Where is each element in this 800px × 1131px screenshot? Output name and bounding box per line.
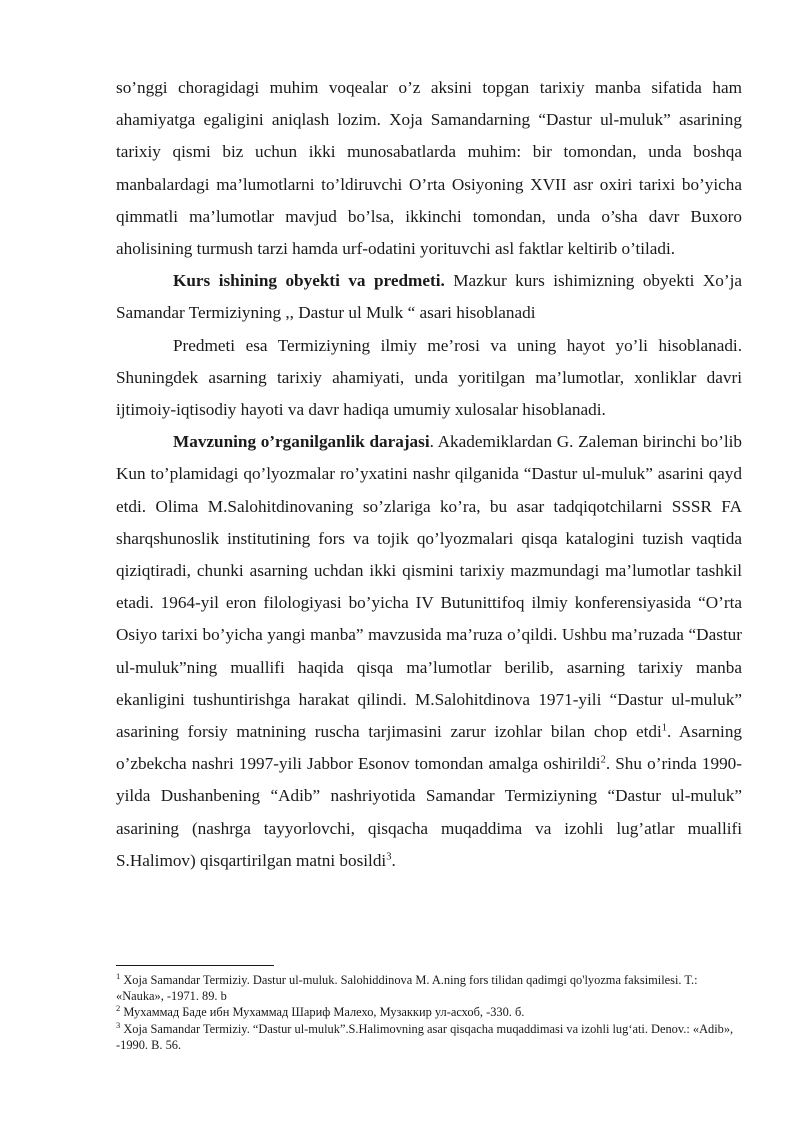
paragraph-4-text-1: . Akademiklardan G. Zaleman birinchi bo’lib Kun to’plamidagi qo’lyozmalar ro’yxatini nashr qilganida “Dastur ul-muluk” asarini qayd etdi. Olima M.Salohitdinovaning so’zlariga ko’ra, bu asar tadqiqotchilarni SSSR FA sharqshunoslik institutining fors va tojik qo’lyozmalari qisqa katalogini tuzish vaqtida qiziqtiradi, chunki asarning uchdan ikki qismini tarixiy mazmundagi ma’lumotlar tashkil etadi. 1964-yil eron filologiyasi bo’yicha IV Butunittifoq ilmiy konferensiyasida “O’rta Osiyo tarixi bo’yicha yangi manba” mavzusida ma’ruza o’qildi. Ushbu ma’ruzada “Dastur ul-muluk”ning muallifi haqida qisqa ma’lumotlar berilib, asarning tarixiy manba ekanligini tushuntirishga harakat qilindi. M.Salohitdinova 1971-yili “Dastur ul-muluk” asarining forsiy matnining ruscha tarjimasini zarur izohlar bilan chop etdi — [116, 432, 743, 742]
paragraph-4-text-3: . Shu o’rinda 1990-yilda Dushanbening “Adib” nashriyotida Samandar Termiziyning “Dastur ul-muluk” asarining (nashrga tayyorlovchi, qisqacha muqaddima va izohli lug’atlar muallifi S.Halimov) qisqartirilgan matni bosildi — [116, 754, 742, 870]
footnote-1 — [116, 972, 742, 1004]
footnote-3 — [116, 1021, 742, 1053]
footnote-ref-1[interactable]: 1 — [661, 722, 667, 734]
footnote-ref-3[interactable]: 3 — [386, 851, 392, 863]
paragraph-1-text: so’nggi choragidagi muhim voqealar o’z aksini topgan tarixiy manba sifatida ham ahamiyatga egaligini aniqlash lozim. Xoja Samandarning “Dastur ul-muluk” asarining tarixiy qismi biz uchun ikki munosabatlarda muhim: bir tomondan, unda boshqa manbalardagi ma’lumotlarni to’ldiruvchi O’rta Osiyoning XVII asr oxiri tarixi bo’yicha qimmatli ma’lumotlar mavjud bo’lsa, ikkinchi tomondan, unda o’sha davr Buxoro aholisining turmush tarzi hamda urf-odatini yorituvchi asl faktlar keltirib o’tiladi. — [116, 78, 742, 259]
paragraph-1 — [116, 72, 742, 265]
paragraph-4 — [116, 426, 742, 877]
footnote-3-text: Xoja Samandar Termiziy. “Dastur ul-muluk”.S.Halimovning asar qisqacha muqaddimasi va izohli lug‘ati. Denov.: «Adib», -1990. B. 56. — [116, 1021, 734, 1052]
paragraph-4-heading: Mavzuning o’rganilganlik darajasi — [173, 432, 430, 452]
paragraph-2-heading: Kurs ishining obyekti va predmeti. — [173, 271, 445, 291]
footnote-ref-2[interactable]: 2 — [600, 754, 606, 766]
paragraph-4-text-2: . Asarning o’zbekcha nashri 1997-yili Jabbor Esonov tomondan amalga oshirildi — [116, 722, 743, 774]
paragraph-3-text: Predmeti esa Termiziyning ilmiy me’rosi va uning hayot yo’li hisoblanadi. Shuningdek asarning tarixiy ahamiyati, unda yoritilgan ma’lumotlar, xonliklar davri ijtimoiy-iqtisodiy hayoti va davr hadiqa umumiy xulosalar hisoblanadi. — [116, 335, 742, 420]
footnote-2-text: Мухаммад Баде ибн Мухаммад Шариф Малехо, Музаккир ул-асхоб, -330. б. — [120, 1005, 525, 1020]
paragraph-3 — [116, 330, 742, 427]
paragraph-2 — [116, 265, 742, 329]
footnote-1-text: Xoja Samandar Termiziy. Dastur ul-muluk. Salohiddinova M. A.ning fors tilidan qadimgi qo'lyozma faksimilesi. T.: «Nauka», -1971. 89. b — [116, 973, 698, 1004]
paragraph-2-text: Mazkur kurs ishimizning obyekti Xo’ja Samandar Termiziyning ,, Dastur ul Mulk “ asari hisoblanadi — [116, 271, 742, 323]
footnotes — [116, 972, 742, 1053]
footnote-divider — [116, 965, 274, 966]
footnote-3-mark: 3 — [116, 1019, 121, 1030]
footnote-2-mark: 2 — [116, 1003, 121, 1014]
paragraph-4-text-4: . — [391, 850, 396, 870]
footnote-2 — [116, 1004, 742, 1020]
footnote-1-mark: 1 — [116, 970, 121, 981]
main-text — [116, 72, 742, 877]
